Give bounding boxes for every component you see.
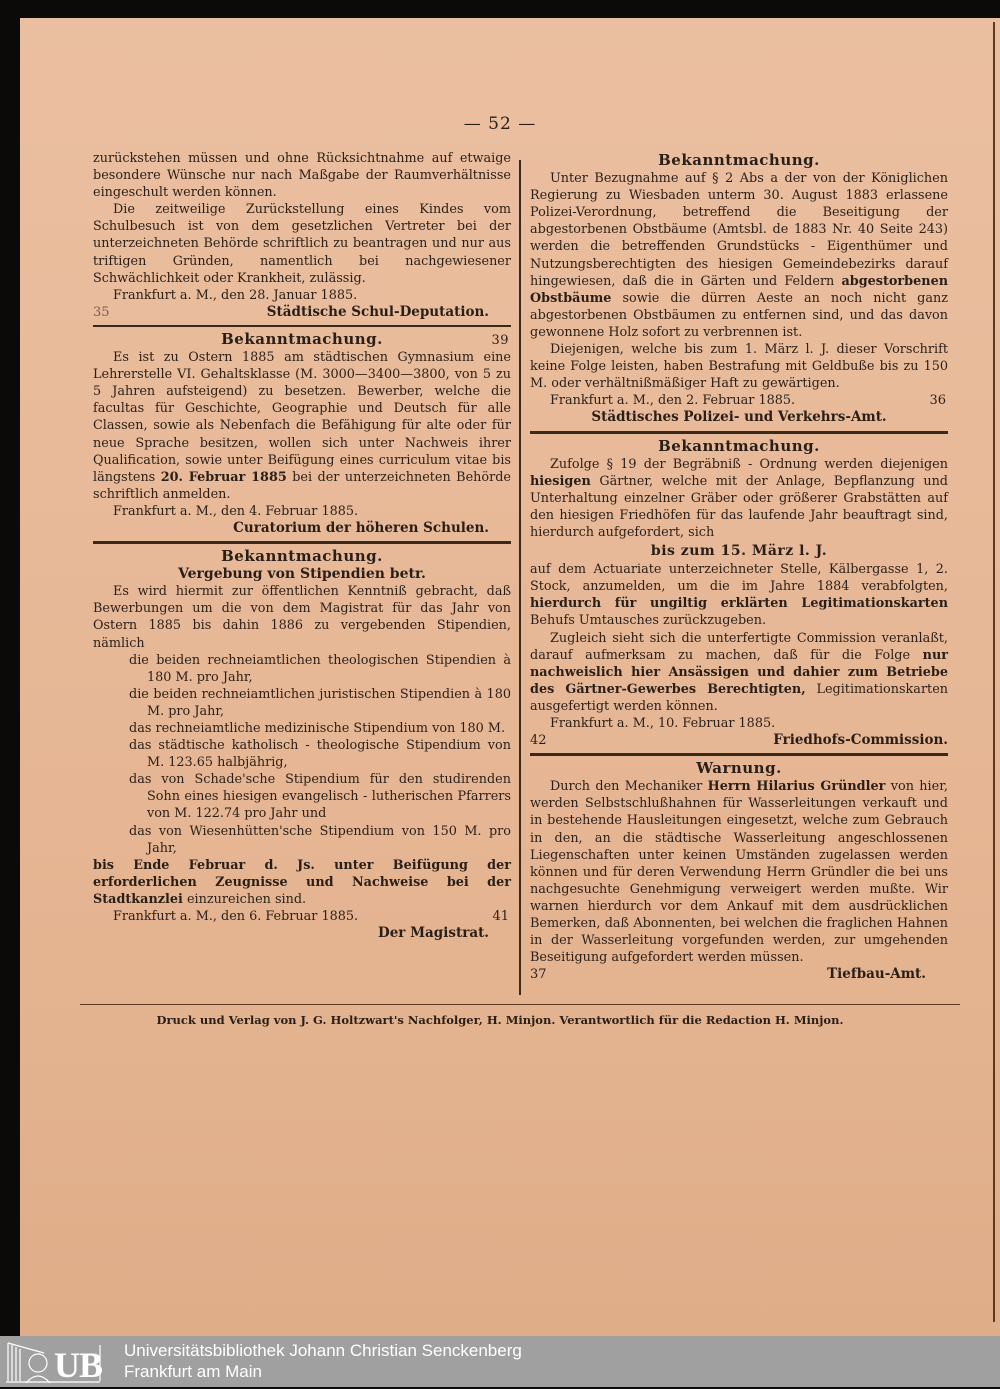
body-text: sowie die dürren Aeste an noch nicht ganz abgestorbenen Obstbäumen zu entfernen sind, und das davon gewonnene Holz sofort zu verbrennen ist.: [530, 290, 948, 340]
body-text: Legitimationskarten ausgefertigt werden können.: [530, 681, 949, 714]
stipend-item: das von Wiesenhütten'sche Stipendium von 150 M. pro Jahr,: [129, 823, 511, 856]
notice-place-date: Frankfurt a. M., den 4. Februar 1885.: [113, 503, 359, 519]
imprint-rule: [80, 1004, 960, 1005]
notice-number: 41: [492, 909, 509, 925]
stipend-item: das von Schade'sche Stipendium für den studirenden Sohn eines hiesigen evangelisch - lutherischen Pfarrers von M. 122.74 pro Jahr und: [129, 772, 511, 822]
body-emphasis: nur nachweislich hier Ansässigen und dahier zum Betriebe des Gärtner-Gewerbes Berechtigten,: [530, 647, 948, 697]
page-number: — 52 —: [463, 114, 537, 134]
notice-intro: Es wird hiermit zur öffentlichen Kenntniß gebracht, daß Bewerbungen um die von dem Magistrat für das Jahr von Ostern 1885 bis dahin 1886 zu vergebenden Stipendien, nämlich: [93, 584, 511, 651]
closing-emphasis: bis Ende Februar d. Js. unter Beifügung der erforderlichen Zeugnisse und Nachweise bei der Stadtkanzlei: [93, 857, 511, 907]
library-name-line-2: Frankfurt am Main: [124, 1362, 262, 1381]
left-column: [93, 150, 511, 942]
notice-number: 37: [530, 967, 547, 983]
library-footer: [0, 1336, 1000, 1387]
notice-title-text: Bekanntmachung.: [221, 329, 383, 348]
deadline-emphasis: 20. Februar 1885: [160, 469, 287, 485]
notice-number: 35: [93, 304, 110, 320]
notice-title: Bekanntmachung.: [221, 547, 383, 566]
body-text: Zufolge § 19 der Begräbniß - Ordnung werden diejenigen: [550, 456, 948, 472]
body-emphasis: Herrn Hilarius Gründler: [707, 779, 886, 795]
deadline-line: bis zum 15. März l. J.: [650, 543, 828, 560]
notice-title: Warnung.: [696, 759, 782, 778]
notice-signature: Städtisches Polizei- und Verkehrs-Amt.: [591, 409, 887, 426]
ub-logo: [4, 1341, 103, 1385]
notice-place-date-row: [93, 908, 511, 925]
notice-fruit-trees: [530, 152, 948, 427]
stipend-item: das rechneiamtliche medizinische Stipendium von 180 M.: [129, 721, 506, 736]
notice-body-2: Diejenigen, welche bis zum 1. März l. J. dieser Vorschrift keine Folge leisten, haben Bestrafung mit Geldbuße bis zu 150 M. oder verhältnißmäßiger Haft zu gewärtigen.: [530, 342, 948, 392]
library-name: [124, 1340, 522, 1382]
column-divider: [519, 160, 521, 995]
notice-body: [93, 349, 511, 503]
carryover-paragraph-2: Die zeitweilige Zurückstellung eines Kindes vom Schulbesuch ist von dem gesetzlichen Vertreter bei der unterzeichneten Behörde schriftlich zu beantragen und nur aus triftigen Gründen, namentlich bei nachgewiesener Schwächlichkeit oder Krankheit, zulässig.: [93, 202, 511, 286]
notice-body-3: [530, 630, 948, 715]
body-text: Unter Bezugnahme auf § 2 Abs a der von der Königlichen Regierung zu Wiesbaden unterm 30. August 1883 erlassene Polizei-Verordnung, betreffend die Beseitigung der abgestorbenen Obstbäume (Amtsbl. de 1883 Nr. 40 Seite 243) werden die betreffenden Grundstücks - Eigenthümer und Nutzungsberechtigten des hiesigen Gemeindebezirks darauf hingewiesen, daß die in Gärten und Feldern: [530, 171, 948, 289]
library-name-line-1: Universitätsbibliothek Johann Christian Senckenberg: [124, 1341, 522, 1360]
page-edge-line: [993, 22, 995, 1322]
notice-place-date: Frankfurt a. M., den 2. Februar 1885.: [550, 393, 796, 409]
notice-place-date: Frankfurt a. M., den 6. Februar 1885.: [113, 909, 359, 925]
ub-logo-text: UB: [54, 1345, 103, 1385]
stipend-item: die beiden rechneiamtlichen juristischen Stipendien à 180 M. pro Jahr,: [129, 686, 511, 719]
notice-closing: [93, 857, 511, 908]
notice-place-date: Frankfurt a. M., 10. Februar 1885.: [550, 716, 776, 731]
signature: Städtische Schul-Deputation.: [266, 303, 489, 320]
notice-signature: Curatorium der höheren Schulen.: [233, 519, 489, 536]
notice-signature-row: [530, 966, 948, 983]
notice-body: [530, 170, 948, 341]
notice-signature-row: [530, 732, 948, 749]
right-column: [530, 150, 948, 983]
imprint: Druck und Verlag von J. G. Holtzwart's Nachfolger, H. Minjon. Verantwortlich für die Redaction H. Minjon.: [156, 1013, 844, 1027]
notice-warning: [530, 760, 948, 983]
body-emphasis: hierdurch für ungiltig erklärten Legitimationskarten: [530, 596, 948, 612]
body-text: von hier, werden Selbstschlußhahnen für Wasserleitungen verkauft und in bestehende Hausleitungen eingesetzt, welche zum Gebrauch in den, an die städtische Wasserleitung angeschlossenen Liegenschaften unter keinen Umständen zugelassen werden können und für deren Verwendung Herrn Gründler die bei uns nachgesuchte Genehmigung verweigert werden mußte. Wir warnen hierdurch vor dem Ankauf mit dem ausdrücklichen Bemerken, daß Abonnenten, bei welchen die fraglichen Hahnen in der Wasserleitung vorgefunden werden, zur umgehenden Beseitigung aufgefordert werden müssen.: [530, 779, 948, 966]
notice-stipends: [93, 548, 511, 942]
notice-number: 39: [491, 332, 509, 348]
notice-signature: Der Magistrat.: [378, 925, 489, 942]
notice-body: [530, 456, 948, 541]
section-divider: [93, 541, 511, 544]
closing-text: einzureichen sind.: [186, 891, 307, 907]
section-divider: [530, 431, 948, 434]
notice-gardeners: [530, 438, 948, 750]
section-divider: [530, 753, 948, 756]
notice-title: Bekanntmachung.: [658, 151, 820, 169]
body-text: Durch den Mechaniker: [550, 779, 703, 795]
notice-number: 42: [530, 733, 547, 749]
carryover-notice: [93, 150, 511, 321]
body-text: bei der unterzeichneten Behörde schriftlich anmelden.: [93, 469, 511, 502]
notice-subtitle: Vergebung von Stipendien betr.: [178, 566, 426, 583]
body-text: Es ist zu Ostern 1885 am städtischen Gymnasium eine Lehrerstelle VI. Gehaltsklasse (M. 3000—3400—3800, von 5 zu 5 Jahren aufsteigend) zu besetzen. Bewerber, welche die facultas für Geschichte, Geographie und Deutsch für alle Classen, sowie als Nebenfach die Befähigung für alte oder für neue Sprache besitzen, wollen sich unter Nachweis ihrer Qualification, sowie unter Beifügung eines curriculum vitae bis längstens: [93, 350, 511, 485]
notice-signature: Tiefbau-Amt.: [827, 966, 926, 983]
stipend-item: das städtische katholisch - theologische Stipendium von M. 123.65 halbjährig,: [129, 738, 511, 771]
section-divider: [93, 325, 511, 327]
body-emphasis: abgestorbenen Obstbäume: [530, 273, 949, 306]
notice-place-date-row: [530, 392, 948, 409]
notice-title: [93, 331, 511, 348]
stipend-item: die beiden rechneiamtlichen theologischen Stipendien à 180 M. pro Jahr,: [129, 652, 511, 685]
notice-title: Bekanntmachung.: [658, 436, 820, 455]
body-text: Gärtner, welche mit der Anlage, Bepflanzung und Unterhaltung einzelner Gräber oder größerer Grabstätten auf den hiesigen Friedhöfen für das laufende Jahr beauftragt sind, hierdurch aufgefordert, sich: [530, 473, 949, 540]
carryover-paragraph-1: zurückstehen müssen und ohne Rücksichtnahme auf etwaige besondere Wünsche nur nach Maßgabe der Raumverhältnisse eingeschult werden können.: [93, 151, 511, 201]
notice-signature: Friedhofs-Commission.: [773, 732, 948, 749]
carryover-signature-row: [93, 304, 511, 321]
body-text: Zugleich sieht sich die unterfertigte Commission veranlaßt, darauf aufmerksam zu machen, daß für die Folge: [530, 630, 948, 663]
body-emphasis: hiesigen: [530, 473, 591, 489]
notice-body-2: [530, 561, 948, 629]
notice-number: 36: [929, 393, 946, 409]
notice-body: [530, 778, 948, 966]
carryover-place-date: Frankfurt a. M., den 28. Januar 1885.: [113, 287, 358, 303]
body-text: Behufs Umtausches zurückzugeben.: [530, 613, 767, 629]
notice-teacher-position: [93, 331, 511, 537]
body-text: auf dem Actuariate unterzeichneter Stelle, Kälbergasse 1, 2. Stock, anzumelden, um die im Jahre 1884 verabfolgten,: [530, 562, 948, 595]
